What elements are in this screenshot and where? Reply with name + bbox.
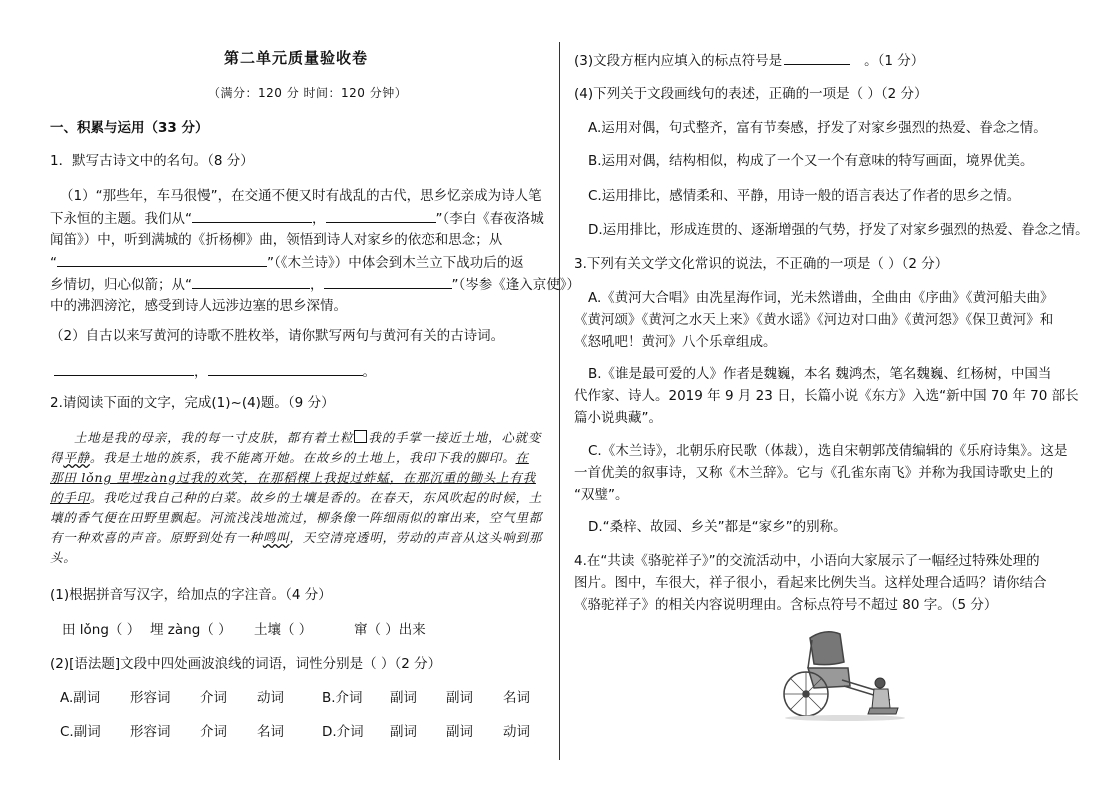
q3-option-b-line1[interactable]: B.《谁是最可爱的人》作者是魏巍，本名 魏鸿杰，笔名魏巍、红杨树，中国当	[588, 366, 1052, 382]
option-d-3: 副词	[446, 724, 473, 740]
q2-1-items	[62, 620, 542, 640]
text: ”（李白《春夜洛城	[435, 211, 544, 227]
text: ”（岑参《逢入京使》）	[451, 277, 580, 293]
option-b-1[interactable]: B.介词	[322, 690, 363, 706]
q2-2-options-cd	[60, 722, 550, 742]
answer-blank[interactable]	[324, 274, 452, 289]
underlined-text: 在	[515, 450, 529, 465]
q1-1-line6: 中的沸泗滂沱，感受到诗人远涉边塞的思乡深情。	[50, 298, 347, 314]
text: 。	[362, 364, 376, 380]
q1-2-answer-line	[54, 361, 376, 382]
q2-4-option-a[interactable]: A.运用对偶，句式整齐，富有节奏感，抒发了对家乡强烈的热爱、眷念之情。	[588, 120, 1047, 136]
q1-1-line4	[50, 252, 524, 273]
section-1-heading: 一、积累与运用（33 分）	[50, 120, 209, 136]
q1-1-line1: （1）“那些年，车马很慢”，在交通不便又时有战乱的古代，思乡忆亲成为诗人笔	[60, 188, 542, 204]
option-d-2: 副词	[390, 724, 417, 740]
q3-stem: 3.下列有关文学文化常识的说法，不正确的一项是（ ）（2 分）	[574, 256, 949, 272]
q3-option-c-line2: 一首优美的叙事诗，又称《木兰辞》。它与《孔雀东南飞》并称为我国诗歌史上的	[574, 465, 1054, 481]
passage-line5: 壤的香气便在田野里飘起。河流浅浅地流过，柳条像一阵细雨似的窜出来，空气里都	[50, 510, 543, 525]
option-a-3: 介词	[200, 690, 227, 706]
option-d-4: 动词	[503, 724, 530, 740]
text: 。我是土地的族系，我不能离开她。在故乡的土地上，我印下我的脚印。	[89, 450, 516, 465]
q4-line3: 《骆驼祥子》的相关内容说明理由。含标点符号不超过 80 字。（5 分）	[574, 597, 998, 613]
passage-line6	[50, 528, 542, 548]
passage-line7: 头。	[50, 550, 77, 565]
q3-option-a-line1[interactable]: A.《黄河大合唱》由冼星海作词，光未然谱曲，全曲由《序曲》《黄河船夫曲》	[588, 290, 1054, 306]
option-c-1[interactable]: C.副词	[60, 724, 101, 740]
option-b-2: 副词	[390, 690, 417, 706]
answer-blank[interactable]	[57, 252, 267, 267]
pinyin-item[interactable]: 土壤（ ）	[254, 622, 313, 638]
q1-1-line2	[50, 208, 544, 229]
passage-line4	[50, 488, 542, 508]
text: ，	[312, 211, 326, 227]
answer-blank[interactable]	[784, 50, 850, 65]
text: ，	[194, 364, 208, 380]
q2-4-stem: (4)下列关于文段画线句的表述，正确的一项是（ ）（2 分）	[574, 86, 928, 102]
text: ，天空清亮透明，劳动的声音从这头响到那	[289, 530, 543, 545]
q2-3-stem	[574, 50, 924, 71]
text: 我的手掌一接近土地，心就变	[368, 430, 542, 445]
option-a-1[interactable]: A.副词	[60, 690, 101, 706]
q2-stem: 2.请阅读下面的文字，完成(1)~(4)题。（9 分）	[50, 395, 335, 411]
text: (3)文段方框内应填入的标点符号是	[574, 53, 783, 69]
option-a-4: 动词	[257, 690, 284, 706]
q3-option-a-line2: 《黄河颂》《黄河之水天上来》《黄水谣》《河边对口曲》《黄河怨》《保卫黄河》和	[574, 312, 1054, 328]
rickshaw-illustration	[770, 628, 920, 723]
q4-line1: 4.在“共读《骆驼祥子》”的交流活动中，小语向大家展示了一幅经过特殊处理的	[574, 553, 1040, 569]
underlined-text: 的手印	[50, 490, 90, 505]
answer-blank[interactable]	[326, 208, 436, 223]
text: 有一种欢喜的声音。原野到处有一种	[50, 530, 263, 545]
text: 下永恒的主题。我们从“	[50, 211, 192, 227]
q3-option-c-line3: “双璧”。	[574, 487, 629, 503]
answer-blank[interactable]	[192, 274, 310, 289]
option-b-3: 副词	[446, 690, 473, 706]
option-a-2: 形容词	[130, 690, 171, 706]
q3-option-d[interactable]: D.“桑梓、故园、乡关”都是“家乡”的别称。	[588, 519, 847, 535]
q1-1-line3: 闻笛》）中，听到满城的《折杨柳》曲，领悟到诗人对家乡的依恋和思念；从	[50, 232, 503, 248]
q4-line2: 图片。图中，车很大，祥子很小，看起来比例失当。这样处理合适吗？请你结合	[574, 575, 1047, 591]
pinyin-item[interactable]: 埋 zàng（ ）	[150, 622, 232, 638]
pinyin-item[interactable]: 田 lǒng（ ）	[62, 622, 141, 638]
wavy-word: 鸣叫	[262, 530, 290, 545]
option-c-2: 形容词	[130, 724, 171, 740]
q2-1-stem: (1)根据拼音写汉字，给加点的字注音。（4 分）	[50, 587, 332, 603]
q3-option-a-line3: 《怒吼吧！黄河》八个乐章组成。	[574, 334, 777, 350]
score-time-info: （满分：120 分 时间：120 分钟）	[208, 86, 408, 100]
q2-4-option-c[interactable]: C.运用排比，感情柔和、平静，用诗一般的语言表达了作者的思乡之情。	[588, 188, 1021, 204]
text: ”（《木兰诗》）中体会到木兰立下战功后的返	[267, 255, 524, 271]
column-divider	[559, 42, 560, 760]
q1-2-stem: （2）自古以来写黄河的诗歌不胜枚举，请你默写两句与黄河有关的古诗词。	[50, 328, 505, 344]
passage-line1	[74, 428, 541, 448]
q1-1-line5	[50, 274, 580, 295]
passage-line2	[50, 448, 529, 468]
option-c-4: 名词	[257, 724, 284, 740]
pinyin-item[interactable]: 窜（ ）出来	[354, 622, 426, 638]
q2-2-options-ab	[60, 688, 550, 708]
option-b-4: 名词	[503, 690, 530, 706]
q1-stem: 1．默写古诗文中的名句。（8 分）	[50, 153, 254, 169]
q2-2-stem: (2)[语法题]文段中四处画波浪线的词语，词性分别是（ ）（2 分）	[50, 656, 442, 672]
text: 。我吃过我自己种的白菜。故乡的土壤是香的。在春天，东风吹起的时候，土	[89, 490, 543, 505]
text: 乡情切，归心似箭；从“	[50, 277, 192, 293]
q2-4-option-b[interactable]: B.运用对偶，结构相似，构成了一个又一个有意味的特写画面，境界优美。	[588, 153, 1034, 169]
q2-4-option-d[interactable]: D.运用排比，形成连贯的、逐渐增强的气势，抒发了对家乡强烈的热爱、眷念之情。	[588, 222, 1089, 238]
q3-option-b-line2: 代作家、诗人。2019 年 9 月 23 日，长篇小说《东方》入选“新中国 70 年 70 部长	[574, 388, 1079, 404]
option-c-3: 介词	[200, 724, 227, 740]
text: “	[50, 255, 57, 271]
punctuation-box	[354, 430, 367, 443]
text: 。（1 分）	[864, 53, 925, 69]
option-d-1[interactable]: D.介词	[322, 724, 364, 740]
text: ，	[310, 277, 324, 293]
text: 得	[50, 450, 64, 465]
page-title: 第二单元质量验收卷	[224, 49, 369, 67]
answer-blank[interactable]	[208, 361, 363, 376]
wavy-word: 平静	[63, 450, 90, 465]
answer-blank[interactable]	[54, 361, 194, 376]
answer-blank[interactable]	[192, 208, 312, 223]
q3-option-b-line3: 篇小说典藏”。	[574, 410, 662, 426]
passage-line3: 那田 lǒng 里埋zàng过我的欢笑，在那稻棵上我捉过蚱蜢，在那沉重的锄头上有我	[50, 470, 536, 485]
text: 土地是我的母亲，我的每一寸皮肤，都有着土粒	[74, 430, 354, 445]
q3-option-c-line1[interactable]: C.《木兰诗》，北朝乐府民歌（体裁），选自宋朝郭茂倩编辑的《乐府诗集》。这是	[588, 443, 1068, 459]
